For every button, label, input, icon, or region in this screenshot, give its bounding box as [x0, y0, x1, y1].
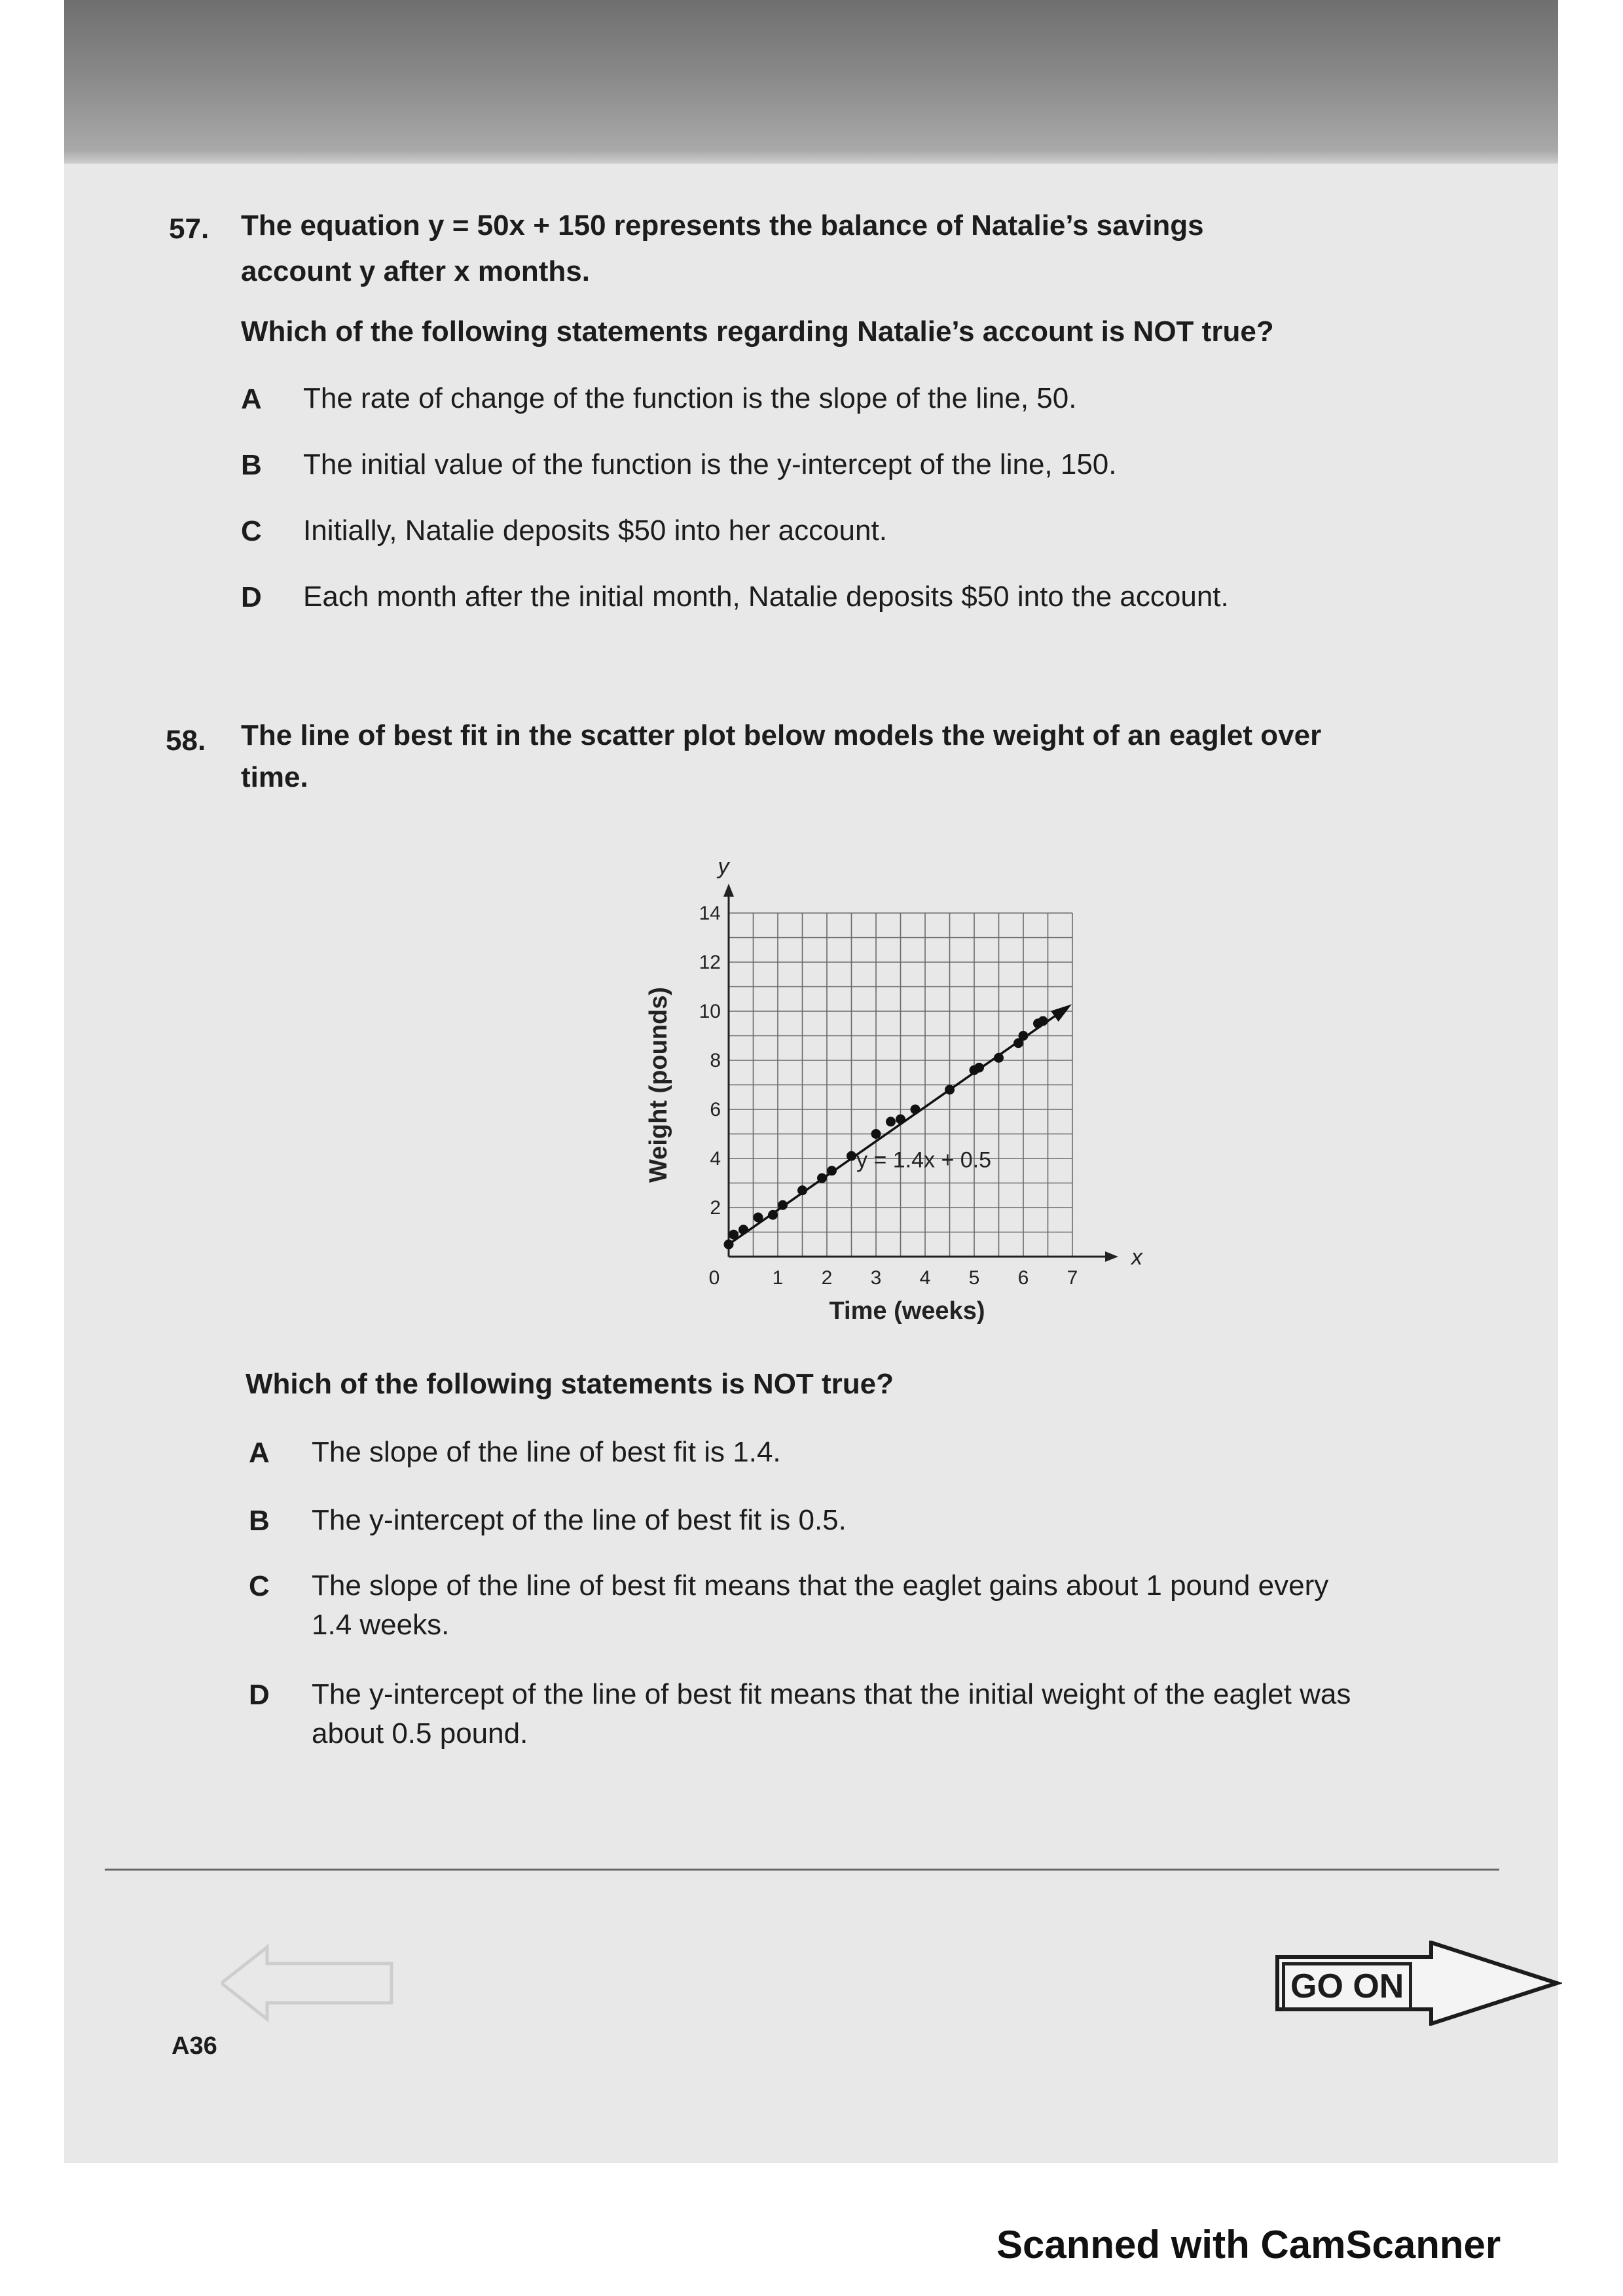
scanner-watermark: Scanned with CamScanner	[996, 2223, 1501, 2267]
data-point	[1038, 1016, 1048, 1026]
q58-stem-line1: The line of best fit in the scatter plot below models the weight of an eaglet over	[241, 719, 1322, 751]
q58-stem-line2: time.	[241, 761, 308, 793]
data-point	[729, 1230, 739, 1240]
page-number: A36	[172, 2032, 217, 2060]
option-text-line1: The slope of the line of best fit means that the eaglet gains about 1 pound every	[312, 1570, 1329, 1602]
q57-stem-line1: The equation y = 50x + 150 represents the balance of Natalie’s savings	[241, 209, 1204, 242]
q57-options	[241, 383, 1485, 647]
data-point	[827, 1166, 837, 1175]
option-letter: A	[241, 383, 262, 415]
y-tick-label: 6	[710, 1099, 721, 1121]
x-tick-label: 0	[708, 1267, 720, 1289]
data-point	[768, 1210, 778, 1220]
data-point	[945, 1085, 955, 1095]
y-axis-title: Weight (pounds)	[645, 986, 672, 1183]
data-point	[994, 1053, 1004, 1063]
data-point	[896, 1115, 905, 1124]
option-text-line2: about 0.5 pound.	[312, 1717, 528, 1749]
option-text-line1: The y-intercept of the line of best fit is 0.5.	[312, 1504, 847, 1536]
option-letter: C	[249, 1570, 270, 1602]
option-text-line1: The slope of the line of best fit is 1.4.	[312, 1436, 781, 1468]
x-axis-title: Time (weeks)	[829, 1297, 985, 1325]
option-text: Initially, Natalie deposits $50 into her account.	[303, 514, 887, 547]
q57-option-b[interactable]	[241, 449, 1485, 515]
option-letter: D	[249, 1679, 270, 1711]
data-point	[778, 1200, 788, 1210]
option-letter: B	[249, 1505, 270, 1537]
x-tick-label: 7	[1067, 1267, 1078, 1289]
q57-stem	[241, 203, 1485, 295]
option-text	[312, 1566, 1556, 1645]
option-text	[312, 1675, 1556, 1753]
data-point	[817, 1174, 827, 1183]
q57-stem-line2: account y after x months.	[241, 255, 591, 287]
x-tick-label: 4	[919, 1267, 931, 1289]
option-letter: B	[241, 449, 262, 481]
x-tick-label: 2	[821, 1267, 833, 1289]
footer-divider	[105, 1869, 1499, 1871]
data-point	[974, 1063, 984, 1073]
y-tick-label: 2	[710, 1197, 721, 1219]
q58-prompt: Which of the following statements is NOT true?	[246, 1368, 894, 1400]
y-tick-label: 14	[699, 903, 721, 924]
y-tick-label: 8	[710, 1050, 721, 1071]
go-on-button[interactable]	[1274, 1941, 1562, 2026]
go-on-label: GO ON	[1282, 1962, 1412, 2011]
option-text: Each month after the initial month, Natalie deposits $50 into the account.	[303, 581, 1229, 613]
x-tick-label: 5	[968, 1267, 980, 1289]
option-text	[312, 1433, 1556, 1472]
option-text: The rate of change of the function is the slope of the line, 50.	[303, 382, 1077, 414]
y-tick-label: 10	[699, 1001, 721, 1022]
q58-option-b[interactable]	[249, 1505, 1558, 1570]
data-point	[724, 1240, 734, 1249]
x-tick-label: 6	[1017, 1267, 1029, 1289]
data-point	[797, 1185, 807, 1195]
q58-stem	[241, 715, 1550, 798]
data-point	[1019, 1031, 1029, 1041]
option-text-line2: 1.4 weeks.	[312, 1609, 450, 1641]
q58-number: 58.	[166, 725, 206, 757]
x-axis-symbol: x	[1131, 1245, 1142, 1270]
scanned-page	[64, 0, 1558, 2163]
worksheet-page	[64, 164, 1558, 2163]
q57-prompt: Which of the following statements regarding Natalie’s account is NOT true?	[241, 315, 1274, 348]
option-text: The initial value of the function is the y-intercept of the line, 150.	[303, 448, 1117, 480]
bleed-through-arrow-icon	[221, 1944, 398, 2022]
best-fit-equation-label: y = 1.4x + 0.5	[856, 1147, 992, 1173]
eaglet-scatter-plot	[575, 831, 1197, 1342]
best-fit-line-arrow-icon	[1051, 1004, 1072, 1022]
chart-labels	[645, 854, 1143, 1325]
q58-option-a[interactable]	[249, 1437, 1558, 1505]
q57-option-d[interactable]	[241, 581, 1485, 647]
option-text	[312, 1501, 1556, 1540]
option-letter: D	[241, 581, 262, 613]
left-arrow-icon	[221, 1944, 398, 2022]
y-tick-label: 4	[710, 1148, 721, 1170]
data-point	[739, 1225, 748, 1234]
data-point	[911, 1105, 921, 1115]
data-point	[886, 1117, 896, 1126]
q57-option-a[interactable]	[241, 383, 1485, 449]
data-point	[871, 1129, 881, 1139]
option-text-line1: The y-intercept of the line of best fit means that the initial weight of the eaglet was	[312, 1678, 1351, 1710]
option-letter: A	[249, 1437, 270, 1469]
y-axis-arrow-icon	[723, 884, 734, 897]
q58-option-c[interactable]	[249, 1570, 1558, 1679]
y-tick-label: 12	[699, 952, 721, 973]
y-axis-symbol: y	[718, 854, 729, 879]
q58-option-d[interactable]	[249, 1679, 1558, 1770]
x-tick-label: 1	[772, 1267, 784, 1289]
q58-options	[249, 1437, 1558, 1770]
x-axis-arrow-icon	[1105, 1251, 1118, 1262]
x-tick-label: 3	[870, 1267, 882, 1289]
q57-number: 57.	[169, 213, 210, 245]
scatter-plot-svg	[575, 831, 1197, 1342]
data-point	[754, 1213, 763, 1223]
q57-option-c[interactable]	[241, 515, 1485, 581]
option-letter: C	[241, 515, 262, 547]
